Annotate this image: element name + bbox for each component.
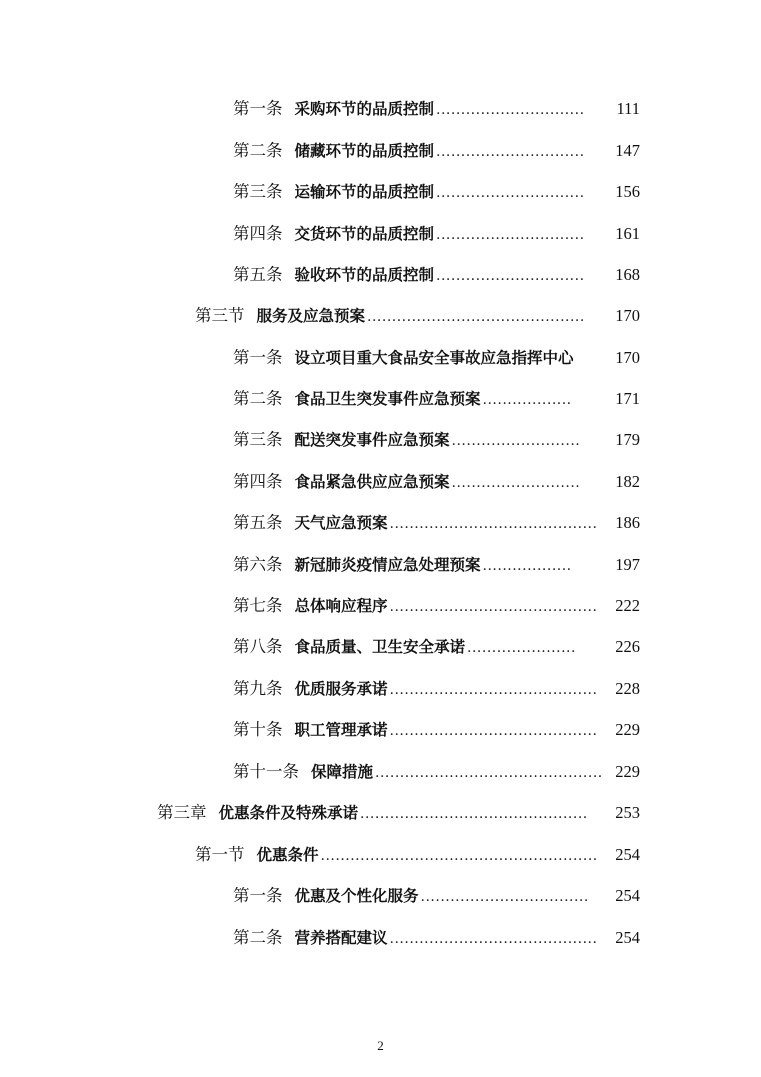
toc-dot-leader: .................. [482,392,572,408]
toc-dot-leader: .......................................... [389,723,598,739]
toc-dot-leader: .............................. [436,268,585,284]
toc-entry[interactable] [157,803,640,824]
toc-entry-title: 优惠条件及特殊承诺 [218,804,359,822]
toc-dot-leader: .............................. [436,102,585,118]
toc-entry-number: 第四条 [233,224,283,243]
toc-dot-leader: ........................................................ [320,848,598,864]
toc-entry-title: 储藏环节的品质控制 [294,142,435,160]
toc-entry-number: 第二条 [233,928,283,947]
toc-entry-title: 职工管理承诺 [294,721,388,739]
toc-entry-page: 111 [616,99,640,118]
toc-entry-title: 营养搭配建议 [294,929,388,947]
toc-dot-leader: .............................. [436,185,585,201]
toc-entry[interactable] [233,265,640,286]
toc-entry-page: 222 [615,596,640,615]
toc-entry[interactable] [233,472,640,493]
toc-entry-title: 食品卫生突发事件应急预案 [294,390,481,408]
toc-entry-page: 197 [615,555,640,574]
toc-entry-page: 228 [615,679,640,698]
toc-entry-title: 食品紧急供应应急预案 [294,473,450,491]
toc-entry-number: 第九条 [233,679,283,698]
toc-entry-page: 171 [615,389,640,408]
toc-entry-title: 天气应急预案 [294,514,388,532]
toc-dot-leader: .......................................... [389,599,598,615]
toc-entry-page: 254 [615,886,640,905]
toc-entry[interactable] [233,555,640,576]
toc-entry[interactable] [233,679,640,700]
toc-entry-title: 保障措施 [311,763,374,781]
toc-entry-page: 170 [615,348,640,367]
toc-entry-title: 优质服务承诺 [294,680,388,698]
toc-entry-title: 服务及应急预案 [256,307,366,325]
toc-entry-title: 优惠及个性化服务 [294,887,419,905]
toc-dot-leader: .................................. [420,889,589,905]
toc-entry-page: 229 [615,762,640,781]
toc-entry-page: 182 [615,472,640,491]
toc-entry-number: 第十条 [233,720,283,739]
toc-entry-page: 156 [615,182,640,201]
toc-entry-title: 运输环节的品质控制 [294,183,435,201]
toc-entry[interactable] [233,637,640,658]
toc-entry-page: 168 [615,265,640,284]
toc-dot-leader: .............................................. [375,765,603,781]
toc-entry[interactable] [233,886,640,907]
toc-entry[interactable] [233,720,640,741]
toc-entry[interactable] [233,430,640,451]
toc-dot-leader: .............................................. [360,806,588,822]
toc-entry-number: 第五条 [233,265,283,284]
toc-entry[interactable] [233,762,640,783]
toc-entry-page: 161 [615,224,640,243]
toc-dot-leader: .......................................... [389,682,598,698]
toc-entry-title: 验收环节的品质控制 [294,266,435,284]
toc-entry-page: 253 [615,803,640,822]
toc-dot-leader: ...................... [467,640,576,656]
toc-entry[interactable] [233,99,640,120]
toc-dot-leader: .................. [482,558,572,574]
toc-entry-page: 170 [615,306,640,325]
toc-entry[interactable] [233,513,640,534]
toc-entry-number: 第三条 [233,182,283,201]
toc-entry-number: 第四条 [233,472,283,491]
toc-dot-leader: .......................... [451,433,581,449]
toc-entry-title: 采购环节的品质控制 [294,100,435,118]
toc-entry-number: 第二条 [233,389,283,408]
toc-entry-number: 第七条 [233,596,283,615]
page-number: 2 [377,1038,384,1053]
toc-entry-page: 226 [615,637,640,656]
toc-entry[interactable] [233,596,640,617]
toc-entry-page: 254 [615,928,640,947]
toc-entry-page: 254 [615,845,640,864]
toc-entry-number: 第三章 [157,803,207,822]
toc-entry-title: 总体响应程序 [294,597,388,615]
toc-entry-number: 第八条 [233,637,283,656]
toc-entry[interactable] [233,389,640,410]
toc-entry-title: 食品质量、卫生安全承诺 [294,638,466,656]
toc-entry-number: 第一条 [233,99,283,118]
toc-entry-title: 配送突发事件应急预案 [294,431,450,449]
toc-dot-leader: .......................................... [389,516,598,532]
toc-entry[interactable] [195,845,640,866]
toc-entry-title: 新冠肺炎疫情应急处理预案 [294,556,481,574]
toc-entry-page: 179 [615,430,640,449]
toc-dot-leader: .......................................... [389,931,598,947]
toc-entry-number: 第一节 [195,845,245,864]
toc-entry[interactable] [233,348,640,368]
toc-entry-title: 交货环节的品质控制 [294,225,435,243]
toc-entry-page: 229 [615,720,640,739]
toc-entry-number: 第一条 [233,886,283,905]
toc-entry-number: 第十一条 [233,762,299,781]
toc-entry-number: 第三节 [195,306,245,325]
toc-entry-number: 第六条 [233,555,283,574]
toc-entry-title: 优惠条件 [256,846,319,864]
toc-entry-page: 147 [615,141,640,160]
toc-dot-leader: .............................. [436,144,585,160]
toc-entry-number: 第二条 [233,141,283,160]
toc-entry-number: 第一条 [233,348,283,367]
toc-entry[interactable] [233,182,640,203]
toc-entry-number: 第三条 [233,430,283,449]
toc-entry-page: 186 [615,513,640,532]
toc-dot-leader: .......................... [451,475,581,491]
toc-dot-leader: ............................................ [367,309,585,325]
toc-entry[interactable] [233,224,640,245]
toc-entry-number: 第五条 [233,513,283,532]
toc-dot-leader: .............................. [436,227,585,243]
toc-entry-title: 设立项目重大食品安全事故应急指挥中心 [294,349,574,367]
toc-entry[interactable] [233,928,640,949]
toc-entry[interactable] [233,141,640,162]
toc-entry[interactable] [195,306,640,327]
